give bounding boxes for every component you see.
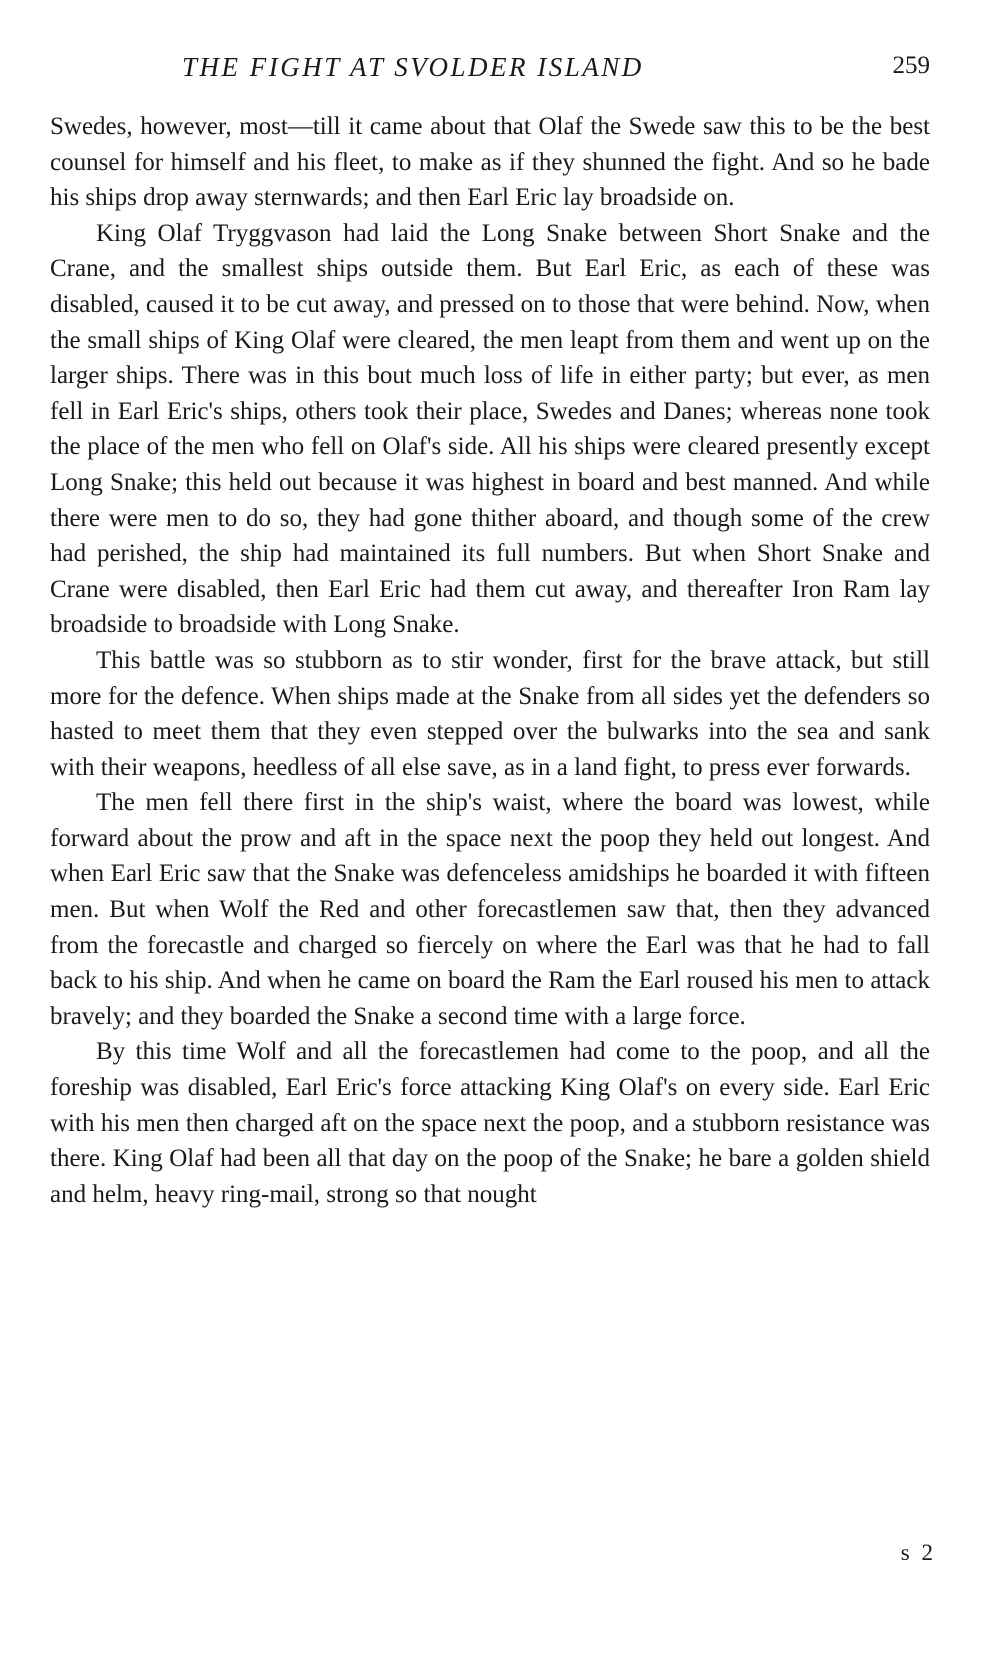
page-number: 259 [892, 52, 930, 79]
body-text [50, 109, 930, 1212]
paragraph: The men fell there first in the ship's waist, where the board was lowest, while forward about the prow and aft in the space next the poop they held out longest. And when Earl Eric saw that the Snake was defenceless amidships he boarded it with fifteen men. But when Wolf the Red and other forecastlemen saw that, then they advanced from the forecastle and charged so fiercely on where the Earl was that he had to fall back to his ship. And when he came on board the Ram the Earl roused his men to attack bravely; and they boarded the Snake a second time with a large force. [50, 789, 930, 1030]
paragraph: By this time Wolf and all the forecastlemen had come to the poop, and all the foreship was disabled, Earl Eric's force attacking King Olaf's on every side. Earl Eric with his men then charged aft on the space next the poop, and a stubborn resistance was there. King Olaf had been all that day on the poop of the Snake; he bare a golden shield and helm, heavy ring-mail, strong so that nought [50, 1038, 930, 1208]
signature-mark: s 2 [900, 1540, 936, 1565]
page-header [50, 52, 930, 88]
running-title: THE FIGHT AT SVOLDER ISLAND [182, 52, 644, 82]
paragraph: Swedes, however, most—till it came about that Olaf the Swede saw this to be the best counsel for himself and his fleet, to make as if they shunned the fight. And so he bade his ships drop away sternwards; and then Earl Eric lay broadside on. [50, 113, 930, 212]
paragraph: King Olaf Tryggvason had laid the Long Snake between Short Snake and the Crane, and the smallest ships outside them. But Earl Eric, as each of these was disabled, caused it to be cut away, and pressed on to those that were behind. Now, when the small ships of King Olaf were cleared, the men leapt from them and went up on the larger ships. There was in this bout much loss of life in either party; but ever, as men fell in Earl Eric's ships, others took their place, Swedes and Danes; whereas none took the place of the men who fell on Olaf's side. All his ships were cleared presently except Long Snake; this held out because it was highest in board and best manned. And while there were men to do so, they had gone thither aboard, and though some of the crew had perished, the ship had maintained its full numbers. But when Short Snake and Crane were disabled, then Earl Eric had them cut away, and thereafter Iron Ram lay broadside to broadside with Long Snake. [50, 219, 930, 639]
paragraph: This battle was so stubborn as to stir wonder, first for the brave attack, but still more for the defence. When ships made at the Snake from all sides yet the defenders so hasted to meet them that they even stepped over the bulwarks into the sea and sank with their weapons, heedless of all else save, as in a land fight, to press ever forwards. [50, 646, 930, 781]
